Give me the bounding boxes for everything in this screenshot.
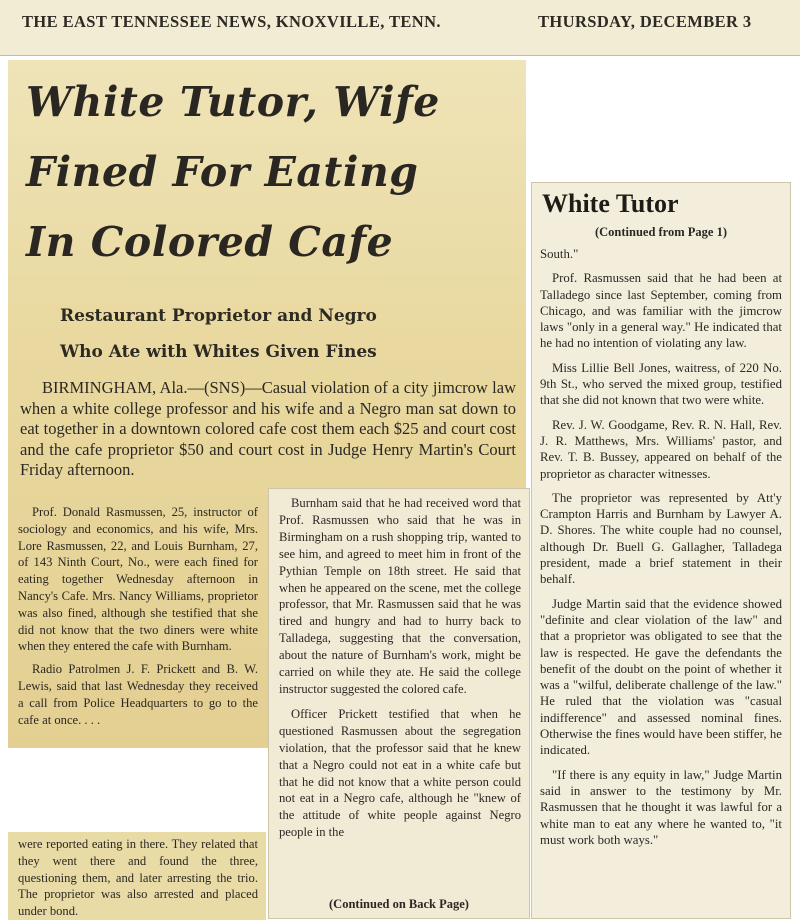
headline-line-1: White Tutor, Wife xyxy=(26,78,440,126)
continuation-column-clipping xyxy=(531,182,791,919)
column-1-continuation-clipping xyxy=(8,832,266,920)
article-column-1 xyxy=(18,504,258,734)
column-1-paragraph: Prof. Donald Rasmussen, 25, instructor of sociology and economics, and his wife, Mrs. Lore Rasmussen, 22, and Louis Burnham, 27, of 143 Ninth Court, No., were each fined for eating together Wednesday afternoon in Nancy's Cafe. Mrs. Nancy Williams, proprietor was also fined, although she testified that she did not know that the two diners were white when they entered the cafe with Burnham. xyxy=(18,505,258,654)
masthead-date: THURSDAY, DECEMBER 3 xyxy=(538,12,752,31)
article-column-2-clipping xyxy=(268,488,530,919)
column-1-paragraph: Radio Patrolmen J. F. Prickett and B. W. Lewis, said that last Wednesday they received a call from Police Headquarters to go to the cafe at once. . . . xyxy=(18,662,258,727)
deck-line-2: Who Ate with Whites Given Fines xyxy=(60,342,377,362)
column-2-paragraph: Burnham said that he had received word that Prof. Rasmussen who said that he was in Birmingham on a rush shopping trip, wanted to see him, and agreed to meet him in front of the Pythian Temple on 18th street. He said that when he appeared on the scene, met the college professor, that Mr. Rasmussen said that he was tired and hungry and had to hurry back to Talladega, suggesting that the conversation, about the nature of Burnham's work, might be carried on while they ate. He said the college instructor suggested the colored cafe. xyxy=(279,496,521,696)
continuation-paragraph: South." xyxy=(540,247,579,261)
continuation-title: White Tutor xyxy=(542,189,679,218)
continuation-paragraph: Judge Martin said that the evidence showed "definite and clear violation of the law" and that a proprietor was obligated to see that the law is respected. He gave the defendants the benefit of the doubt on the point of whether it was a "wilful, deliberate challenge of the law." He ruled that the violation was "casual indifference" and assessed nominal fines. Otherwise the fines would have been stiffer, he indicated. xyxy=(540,596,782,758)
continued-on-back-page: (Continued on Back Page) xyxy=(329,897,469,911)
masthead-paper-name: THE EAST TENNESSEE NEWS, KNOXVILLE, TENN. xyxy=(22,12,441,31)
masthead-strip xyxy=(0,0,800,56)
continuation-paragraph: The proprietor was represented by Att'y Crampton Harris and Burnham by Lawyer A. D. Shores. The white couple had no counsel, although Dr. Buell G. Gallagher, Talladega president, made a brief statement in their behalf. xyxy=(540,490,782,587)
lead-paragraph: BIRMINGHAM, Ala.—(SNS)—Casual violation of a city jimcrow law when a white college professor and his wife and a Negro man sat down to eat together in a downtown colored cafe cost them each $25 and court cost and the cafe proprietor $50 and court cost in Judge Henry Martin's Court Friday afternoon. xyxy=(20,378,516,479)
continuation-paragraph: Prof. Rasmussen said that he had been at Talladego since last September, coming from Chicago, and was familiar with the jimcrow laws "only in a general way." He indicated that he had no intention of violating any law. xyxy=(540,271,782,351)
continuation-paragraph: Rev. J. W. Goodgame, Rev. R. N. Hall, Rev. J. R. Matthews, Mrs. Williams' pastor, and Rev. T. B. Bussey, appeared on behalf of the proprietor as character witnesses. xyxy=(540,417,782,481)
continuation-paragraph: Miss Lillie Bell Jones, waitress, of 220 No. 9th St., who served the mixed group, testified that she did not known that two were white. xyxy=(540,360,782,408)
continued-from-page-1: (Continued from Page 1) xyxy=(594,225,728,239)
deck-line-1: Restaurant Proprietor and Negro xyxy=(60,306,377,326)
column-1-continuation-paragraph: were reported eating in there. They related that they went there and found the three, questioning them, and later arresting the trio. The proprietor was also arrested and placed under bond. xyxy=(18,837,258,919)
continuation-paragraph: "If there is any equity in law," Judge Martin said in answer to the testimony by Mr. Rasmussen that he thought it was lawful for a white man to eat any where he wanted to, "it must work both ways." xyxy=(540,767,782,847)
headline-line-3: In Colored Cafe xyxy=(26,218,394,266)
headline-line-2: Fined For Eating xyxy=(26,148,419,196)
column-2-paragraph: Officer Prickett testified that when he questioned Rasmussen about the segregation violation, that the professor said that he knew that a Negro could not eat in a white cafe but that he did not know that a white person could not eat in a Negro cafe, although he "knew of the attitude of white people against Negro people in the xyxy=(279,706,521,840)
